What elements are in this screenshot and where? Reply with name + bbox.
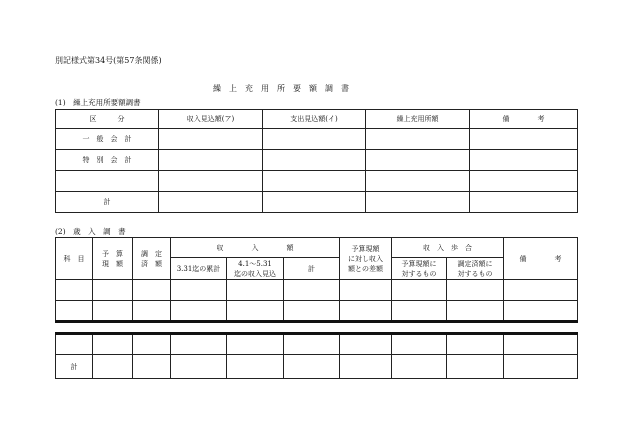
- table-break: [56, 322, 578, 334]
- cell: [392, 334, 447, 355]
- cell: [93, 334, 133, 355]
- header-kubun: 区 分: [56, 110, 159, 129]
- cell: [93, 280, 133, 301]
- cell: [171, 334, 227, 355]
- cell: [340, 334, 392, 355]
- header-expense-estimate: 支出見込額(イ): [263, 110, 366, 129]
- section1-heading: (1) 繰上充用所要額調書: [55, 98, 141, 107]
- cell: [392, 355, 447, 379]
- section2-table: [55, 237, 578, 379]
- cell: [263, 129, 366, 150]
- cell: [284, 280, 340, 301]
- header-sub-total: 計: [284, 258, 340, 280]
- cell: [470, 171, 578, 192]
- cell: [133, 280, 171, 301]
- row-label-total: 計: [56, 192, 159, 213]
- header-sub-4-1-5-31: 4.1～5.31 迄の収入見込: [227, 258, 284, 280]
- cell: [340, 301, 392, 322]
- header-yosan-gengaku: 予 算 現 額: [93, 238, 133, 280]
- header-remarks: 備 考: [470, 110, 578, 129]
- cell: [159, 150, 263, 171]
- header-buai-yosan: 予算現額に 対するもの: [392, 258, 447, 280]
- cell: [93, 301, 133, 322]
- cell: [470, 192, 578, 213]
- cell: [56, 301, 93, 322]
- cell: [366, 192, 470, 213]
- table-row-total: [56, 355, 578, 379]
- cell: [133, 301, 171, 322]
- cell: [504, 334, 578, 355]
- header-kamoku: 科 目: [56, 238, 93, 280]
- header-shunyu-gaku: 収 入 額: [171, 238, 340, 258]
- cell: [504, 355, 578, 379]
- cell: [227, 334, 284, 355]
- cell: [93, 355, 133, 379]
- header-carryover-amount: 繰上充用所額: [366, 110, 470, 129]
- cell: [447, 301, 504, 322]
- cell: [227, 280, 284, 301]
- cell: [447, 280, 504, 301]
- section2-heading: (2) 歳 入 調 書: [55, 227, 126, 236]
- cell: [284, 355, 340, 379]
- cell: [56, 280, 93, 301]
- header-chotei-sumigaku: 調 定 済 額: [133, 238, 171, 280]
- cell: [284, 301, 340, 322]
- form-label: 別記様式第34号(第57条関係): [55, 56, 162, 65]
- header-shunyu-buai: 収 入 歩 合: [392, 238, 504, 258]
- cell: [504, 280, 578, 301]
- cell: [366, 171, 470, 192]
- cell: [263, 171, 366, 192]
- cell: [366, 150, 470, 171]
- row-label-special: 特 別 会 計: [56, 150, 159, 171]
- header-biko: 備 考: [504, 238, 578, 280]
- page-title: 繰 上 充 用 所 要 額 調 書: [213, 84, 349, 93]
- cell: [470, 129, 578, 150]
- cell: [504, 301, 578, 322]
- cell: [284, 334, 340, 355]
- row-label-blank: [56, 171, 159, 192]
- section1-table: [55, 109, 578, 213]
- cell: [171, 280, 227, 301]
- cell: [340, 355, 392, 379]
- cell: [392, 280, 447, 301]
- break-line: [56, 322, 578, 334]
- cell: [171, 355, 227, 379]
- cell: [447, 355, 504, 379]
- cell: [171, 301, 227, 322]
- cell: [159, 129, 263, 150]
- row-label-general: 一 般 会 計: [56, 129, 159, 150]
- table-row: [56, 280, 578, 301]
- cell: [263, 192, 366, 213]
- cell: [133, 355, 171, 379]
- table-row: [56, 334, 578, 355]
- cell: [227, 355, 284, 379]
- cell: [159, 192, 263, 213]
- cell: [263, 150, 366, 171]
- cell: [159, 171, 263, 192]
- cell: [227, 301, 284, 322]
- table-row: [56, 301, 578, 322]
- header-income-estimate: 収入見込額(ア): [159, 110, 263, 129]
- header-sub-3-31: 3.31迄の累計: [171, 258, 227, 280]
- cell: [447, 334, 504, 355]
- header-yosan-taisa: 予算現額 に対し収入 額との差額: [340, 238, 392, 280]
- cell: [340, 280, 392, 301]
- cell: [392, 301, 447, 322]
- cell: [133, 334, 171, 355]
- row-label-total: 計: [56, 355, 93, 379]
- cell: [56, 334, 93, 355]
- cell: [470, 150, 578, 171]
- cell: [366, 129, 470, 150]
- header-buai-chotei: 調定済額に 対するもの: [447, 258, 504, 280]
